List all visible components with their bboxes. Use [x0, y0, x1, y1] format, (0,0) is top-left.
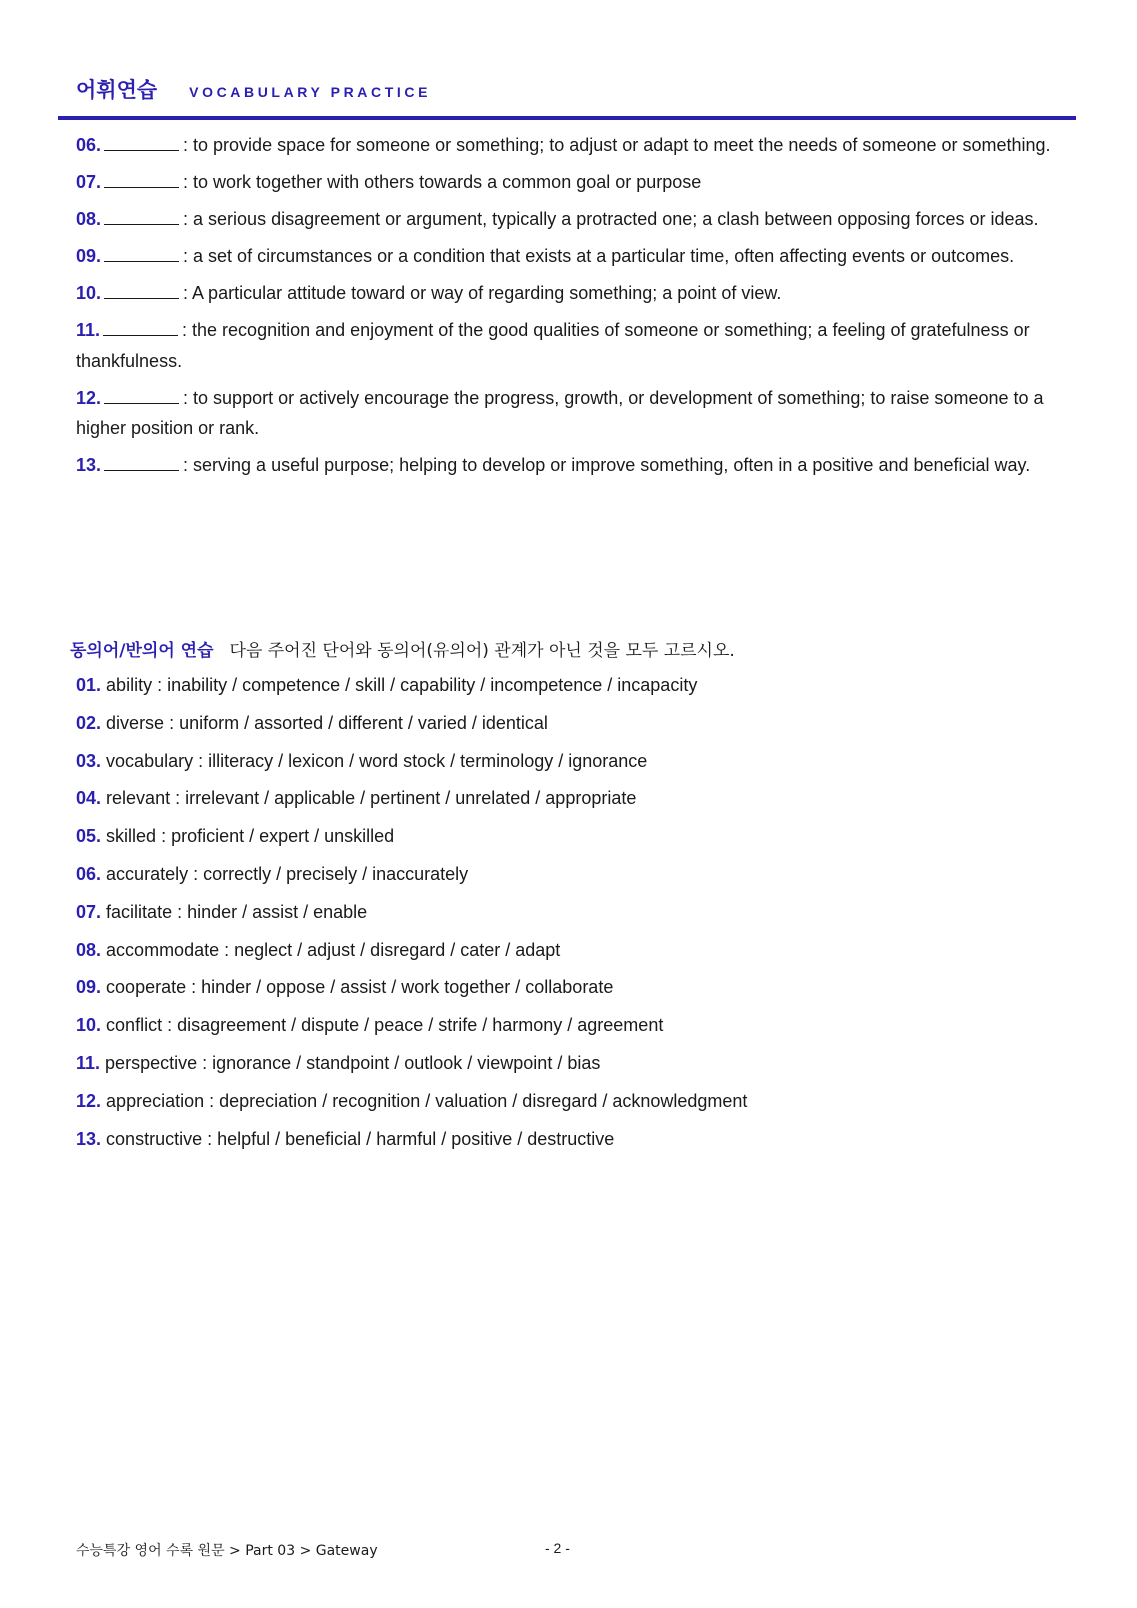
item-number: 05.: [76, 826, 102, 847]
item-number: 13.: [76, 1128, 102, 1149]
answer-blank: [104, 209, 179, 225]
definition-text: : to work together with others towards a common goal or purpose: [183, 172, 702, 192]
definition-list: [76, 130, 1061, 487]
page-number: - 2 -: [545, 1540, 570, 1556]
item-number: 13.: [76, 455, 102, 475]
definition-item: [76, 204, 1061, 235]
answer-blank: [104, 172, 179, 188]
item-number: 04.: [76, 788, 102, 809]
item-number: 07.: [76, 172, 102, 192]
definition-text: : the recognition and enjoyment of the good qualities of someone or something; a feeling of gratefulness or thankfulness.: [76, 320, 1030, 371]
definition-text: : to support or actively encourage the progress, growth, or development of something; to raise someone to a higher position or rank.: [76, 387, 1044, 438]
synonym-text: facilitate : hinder / assist / enable: [106, 901, 368, 922]
item-number: 01.: [76, 675, 102, 695]
item-number: 09.: [76, 246, 102, 266]
answer-blank: [104, 246, 179, 262]
page-title-korean: 어휘연습: [76, 78, 158, 102]
definition-text: : serving a useful purpose; helping to develop or improve something, often in a positive and beneficial way.: [183, 455, 1031, 475]
definition-item: [76, 278, 1061, 309]
answer-blank: [104, 283, 179, 299]
synonym-item: [76, 821, 1061, 851]
item-number: 08.: [76, 209, 102, 229]
synonym-text: constructive : helpful / beneficial / harmful / positive / destructive: [106, 1128, 615, 1149]
answer-blank: [103, 320, 178, 336]
synonym-section-instruction: 다음 주어진 단어와 동의어(유의어) 관계가 아닌 것을 모두 고르시오.: [229, 641, 735, 661]
synonym-item: [76, 1048, 1061, 1078]
item-number: 07.: [76, 901, 102, 922]
header-divider: [58, 116, 1076, 120]
synonym-item: [76, 670, 1061, 700]
synonym-text: appreciation : depreciation / recognition / valuation / disregard / acknowledgment: [106, 1090, 748, 1111]
synonym-text: cooperate : hinder / oppose / assist / work together / collaborate: [106, 977, 614, 998]
item-number: 12.: [76, 1090, 102, 1111]
definition-text: : A particular attitude toward or way of regarding something; a point of view.: [183, 283, 782, 303]
definition-text: : a set of circumstances or a condition that exists at a particular time, often affecting events or outcomes.: [183, 246, 1015, 266]
footer-breadcrumb: 수능특강 영어 수록 원문 > Part 03 > Gateway: [76, 1543, 378, 1559]
synonym-text: conflict : disagreement / dispute / peace / strife / harmony / agreement: [106, 1015, 664, 1036]
synonym-item: [76, 1010, 1061, 1040]
item-number: 10.: [76, 1015, 102, 1036]
definition-item: [76, 315, 1061, 376]
synonym-text: diverse : uniform / assorted / different / varied / identical: [106, 712, 548, 733]
synonym-text: relevant : irrelevant / applicable / pertinent / unrelated / appropriate: [106, 788, 637, 809]
synonym-item: [76, 746, 1061, 776]
item-number: 11.: [76, 320, 101, 340]
item-number: 06.: [76, 863, 102, 884]
definition-text: : to provide space for someone or something; to adjust or adapt to meet the needs of someone or something.: [183, 135, 1051, 155]
item-number: 10.: [76, 283, 102, 303]
answer-blank: [104, 455, 179, 471]
synonym-item: [76, 935, 1061, 965]
page-title-english: VOCABULARY PRACTICE: [189, 84, 432, 100]
synonym-text: accurately : correctly / precisely / inaccurately: [106, 863, 469, 884]
answer-blank: [104, 388, 179, 404]
synonym-item: [76, 897, 1061, 927]
definition-item: [76, 241, 1061, 272]
synonym-item: [76, 859, 1061, 889]
definition-text: : a serious disagreement or argument, typically a protracted one; a clash between opposing forces or ideas.: [183, 209, 1039, 229]
item-number: 11.: [76, 1052, 101, 1073]
synonym-section-label: 동의어/반의어 연습: [70, 641, 214, 661]
definition-item: [76, 450, 1061, 481]
item-number: 03.: [76, 750, 102, 771]
synonym-item: [76, 1086, 1061, 1116]
item-number: 12.: [76, 387, 102, 408]
item-number: 08.: [76, 939, 102, 960]
synonym-text: vocabulary : illiteracy / lexicon / word stock / terminology / ignorance: [106, 750, 648, 771]
synonym-item: [76, 783, 1061, 813]
item-number: 09.: [76, 977, 102, 998]
synonym-list: [76, 670, 1061, 1161]
definition-item: [76, 130, 1061, 161]
synonym-item: [76, 972, 1061, 1002]
synonym-item: [76, 708, 1061, 738]
synonym-text: perspective : ignorance / standpoint / outlook / viewpoint / bias: [105, 1052, 601, 1073]
answer-blank: [104, 135, 179, 151]
definition-item: [76, 167, 1061, 198]
definition-item: [76, 383, 1061, 444]
item-number: 02.: [76, 712, 102, 733]
synonym-text: ability : inability / competence / skill / capability / incompetence / incapacity: [106, 675, 698, 695]
synonym-item: [76, 1124, 1061, 1154]
synonym-text: skilled : proficient / expert / unskilled: [106, 826, 395, 847]
synonym-text: accommodate : neglect / adjust / disregard / cater / adapt: [106, 939, 561, 960]
synonym-section-header: [70, 636, 735, 661]
page-header: [76, 74, 1076, 104]
item-number: 06.: [76, 135, 102, 155]
